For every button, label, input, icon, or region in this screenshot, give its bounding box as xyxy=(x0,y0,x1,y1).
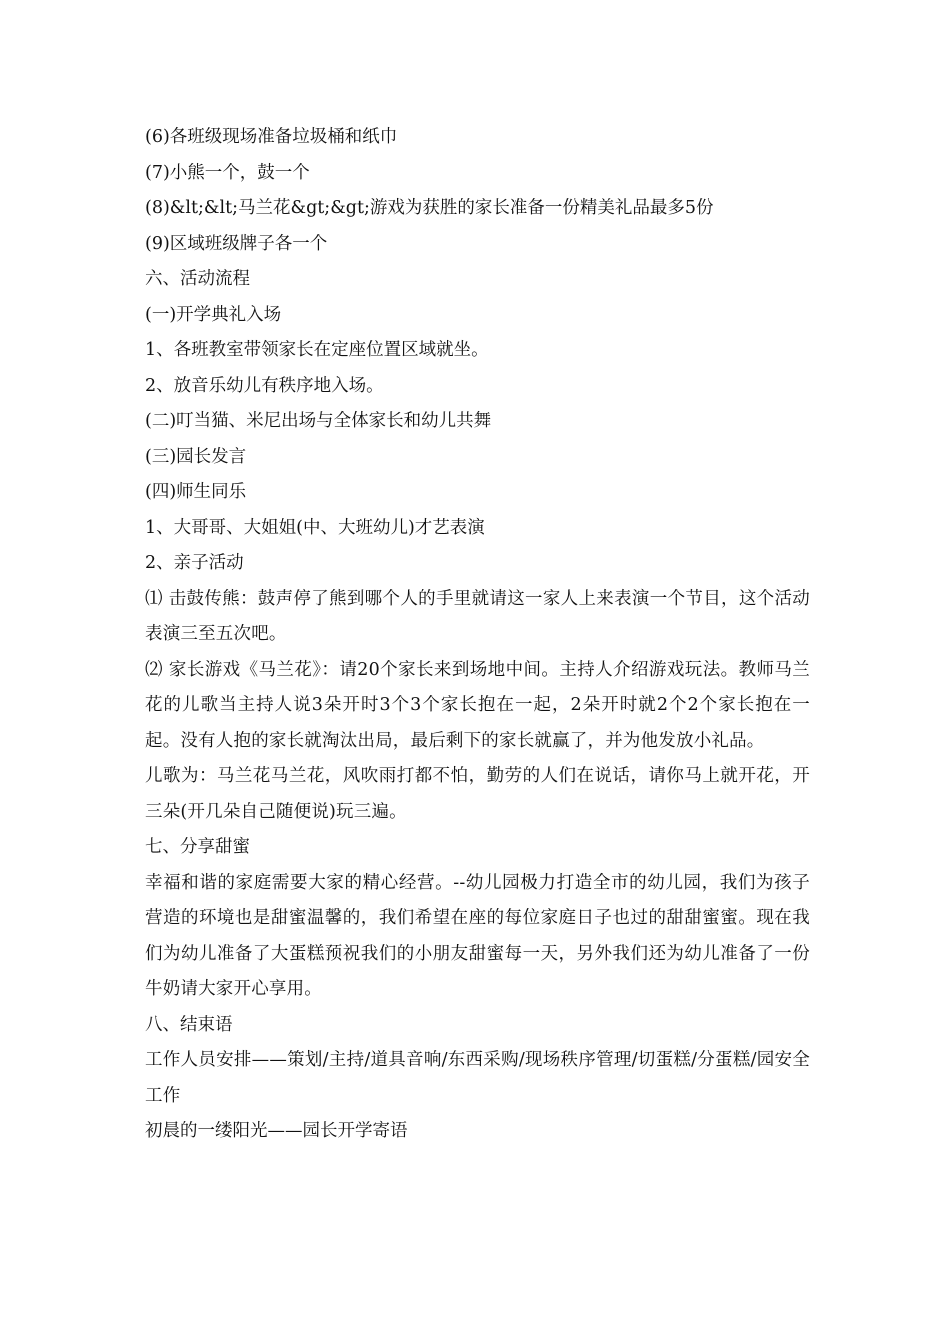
closing-title: 初晨的一缕阳光——园长开学寄语 xyxy=(145,1121,408,1141)
paragraph-staff-arrangement: 工作人员安排——策划/主持/道具音响/东西采购/现场秩序管理/切蛋糕/分蛋糕/园安全工作 xyxy=(145,1050,810,1106)
subsection-heading: (二)叮当猫、米尼出场与全体家长和幼儿共舞 xyxy=(145,411,492,431)
list-item: (7)小熊一个，鼓一个 xyxy=(145,162,310,183)
paragraph-drum-game: ⑴ 击鼓传熊：鼓声停了熊到哪个人的手里就请这一家人上来表演一个节目，这个活动表演三至五次吧。 xyxy=(145,588,810,644)
subsection-heading: (一)开学典礼入场 xyxy=(145,304,282,325)
list-item: (9)区域班级牌子各一个 xyxy=(145,233,328,254)
document-body xyxy=(145,120,810,1150)
list-item: 2、放音乐幼儿有秩序地入场。 xyxy=(145,375,384,396)
list-item: (8)&lt;&lt;马兰花&gt;&gt;游戏为获胜的家长准备一份精美礼品最多5份 xyxy=(145,198,714,218)
list-item: 1、各班教室带领家长在定座位置区域就坐。 xyxy=(145,340,489,360)
subsection-heading: (四)师生同乐 xyxy=(145,482,247,502)
section-heading: 七、分享甜蜜 xyxy=(145,837,250,857)
list-item: 2、亲子活动 xyxy=(145,553,244,573)
paragraph-parent-game: ⑵ 家长游戏《马兰花》：请20个家长来到场地中间。主持人介绍游戏玩法。教师马兰花的儿歌当主持人说3朵开时3个3个家长抱在一起，2朵开时就2个2个家长抱在一起。没有人抱的家长就淘汰出局，最后剩下的家长就赢了，并为他发放小礼品。 xyxy=(145,659,810,751)
section-heading: 八、结束语 xyxy=(145,1014,233,1035)
paragraph-nursery-rhyme: 儿歌为：马兰花马兰花，风吹雨打都不怕，勤劳的人们在说话，请你马上就开花，开三朵(开几朵自己随便说)玩三遍。 xyxy=(145,766,810,822)
paragraph-share-sweetness: 幸福和谐的家庭需要大家的精心经营。--幼儿园极力打造全市的幼儿园，我们为孩子营造的环境也是甜蜜温馨的，我们希望在座的每位家庭日子也过的甜甜蜜蜜。现在我们为幼儿准备了大蛋糕预祝我们的小朋友甜蜜每一天，另外我们还为幼儿准备了一份牛奶请大家开心享用。 xyxy=(145,872,810,999)
list-item: (6)各班级现场准备垃圾桶和纸巾 xyxy=(145,127,398,147)
subsection-heading: (三)园长发言 xyxy=(145,446,247,467)
list-item: 1、大哥哥、大姐姐(中、大班幼儿)才艺表演 xyxy=(145,517,485,538)
section-heading: 六、活动流程 xyxy=(145,269,250,289)
